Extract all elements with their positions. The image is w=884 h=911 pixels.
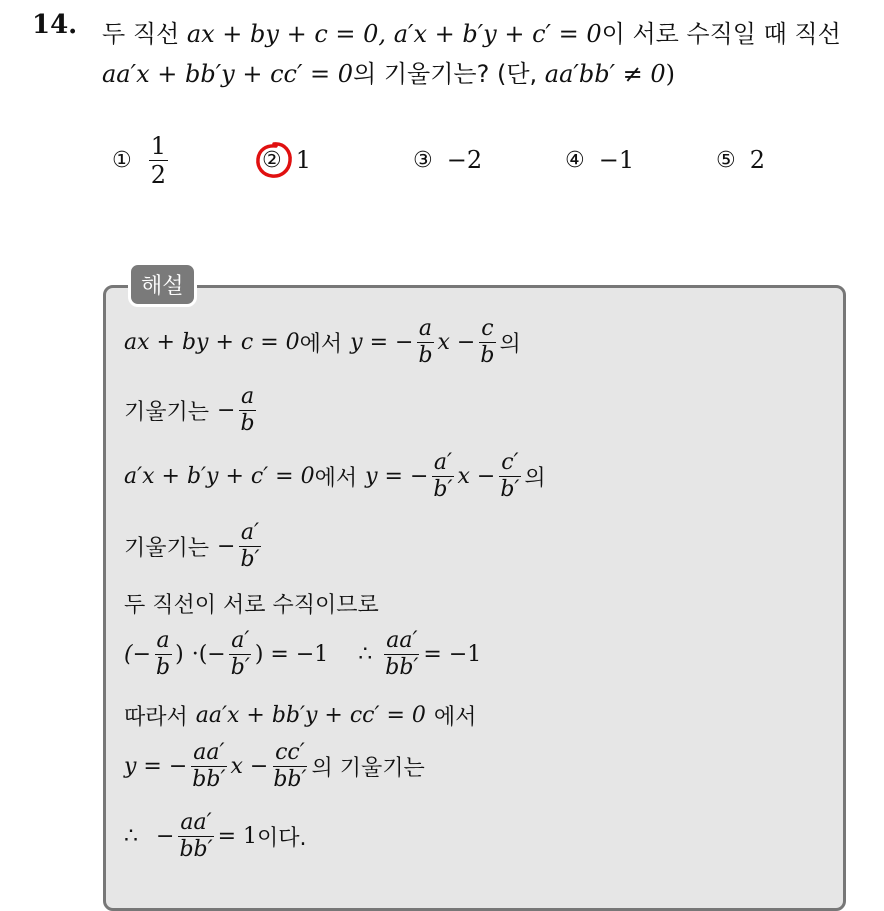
solution-tag: 해설 <box>128 262 197 307</box>
sol-fraction <box>416 318 434 367</box>
frac-num: aa′ <box>180 810 212 835</box>
sol-fraction <box>229 630 252 679</box>
frac-num: aa′ <box>193 740 225 765</box>
q-eq2: a′x + b′y + c′ = 0 <box>393 20 602 48</box>
q-suffix: 이 서로 수직일 때 직선 <box>601 20 841 48</box>
question-line-2 <box>102 54 675 89</box>
therefore-icon: ∴ <box>124 824 138 849</box>
sol-y: y = − <box>124 754 188 779</box>
question-number: 14. <box>32 10 78 40</box>
sol-equals: = 1 <box>217 824 258 849</box>
frac-num: a <box>240 384 255 409</box>
sol-fraction <box>383 630 420 679</box>
sol-y: y = − <box>350 330 414 355</box>
solution-line-3 <box>124 452 546 501</box>
choice-1[interactable] <box>112 134 171 187</box>
q-cond: aa′bb′ ≠ 0 <box>544 60 666 88</box>
sol-end: 의 기울기는 <box>311 756 425 781</box>
therefore-icon: ∴ <box>358 642 373 667</box>
choice-5-value: 2 <box>749 146 766 174</box>
sol-end: 에서 <box>433 705 477 730</box>
solution-line-6 <box>124 630 481 679</box>
choice-1-num: 1 <box>150 132 167 160</box>
solution-line-1 <box>124 318 521 367</box>
q-text2: 의 기울기는? (단, <box>353 60 538 88</box>
sol-y: y = − <box>365 464 429 489</box>
selection-circle-icon <box>254 140 294 180</box>
sol-paren: (− <box>124 642 152 667</box>
frac-num: a′ <box>240 520 260 545</box>
sol-eq: ax + by + c = 0 <box>124 330 300 355</box>
sol-equals: = −1 <box>423 642 482 667</box>
sol-minus: − <box>156 824 175 849</box>
choice-2-mark <box>262 148 282 173</box>
sol-text: 에서 <box>314 466 358 491</box>
sol-fraction <box>431 452 454 501</box>
choice-4[interactable] <box>565 146 634 174</box>
sol-dot: ·(− <box>191 642 226 667</box>
frac-den: b <box>418 343 433 368</box>
frac-num: a <box>156 628 170 653</box>
solution-line-5 <box>124 588 379 619</box>
sol-text: 기울기는 <box>124 400 210 425</box>
sol-fraction <box>190 742 227 791</box>
frac-den: bb′ <box>179 837 213 862</box>
sol-mid: x − <box>230 754 269 779</box>
solution-line-9 <box>124 812 307 861</box>
q-eq3: aa′x + bb′y + cc′ = 0 <box>102 60 354 88</box>
sol-fraction <box>238 522 261 571</box>
q-end: ) <box>665 60 676 88</box>
sol-minus: − <box>217 398 236 423</box>
solution-line-7 <box>124 700 476 731</box>
sol-fraction <box>238 386 256 435</box>
q-prefix: 두 직선 <box>102 20 180 48</box>
frac-num: a′ <box>433 450 453 475</box>
sol-equals: ) = −1 <box>254 642 329 667</box>
frac-den: bb′ <box>385 655 419 680</box>
choice-1-mark: ① <box>112 148 132 173</box>
sol-fraction <box>478 318 496 367</box>
question-line-1 <box>102 14 841 49</box>
choice-4-value: −1 <box>598 146 635 174</box>
sol-fraction <box>498 452 521 501</box>
sol-eq: a′x + b′y + c′ = 0 <box>124 464 315 489</box>
sol-fraction <box>177 812 214 861</box>
choice-1-fraction <box>149 134 168 187</box>
choice-5-mark: ⑤ <box>716 147 736 173</box>
sol-end: 의 <box>524 466 546 491</box>
choice-2-mark-text: ② <box>262 147 282 173</box>
choice-5[interactable] <box>716 146 765 174</box>
choice-1-den: 2 <box>150 161 167 189</box>
solution-line-2 <box>124 386 260 435</box>
frac-den: b <box>240 411 255 436</box>
frac-num: a <box>418 316 433 341</box>
sol-paren: ) <box>175 642 184 667</box>
sol-text: 따라서 <box>124 705 188 730</box>
frac-den: bb′ <box>192 767 226 792</box>
frac-num: aa′ <box>386 628 418 653</box>
sol-mid: x − <box>437 330 476 355</box>
choice-4-mark: ④ <box>565 147 585 173</box>
sol-text: 이다. <box>257 826 307 851</box>
frac-num: cc′ <box>275 740 305 765</box>
solution-line-8 <box>124 742 425 791</box>
frac-num: c′ <box>501 450 519 475</box>
sol-text: 기울기는 <box>124 536 210 561</box>
frac-den: b <box>156 655 171 680</box>
sol-text: 에서 <box>299 332 343 357</box>
sol-text: 두 직선이 서로 수직이므로 <box>124 593 379 618</box>
frac-num: c <box>481 316 494 341</box>
sol-mid: x − <box>457 464 496 489</box>
choice-3[interactable] <box>413 146 482 174</box>
sol-fraction <box>154 630 172 679</box>
sol-minus: − <box>217 534 236 559</box>
frac-den: bb′ <box>273 767 307 792</box>
sol-fraction <box>271 742 308 791</box>
choice-3-mark: ③ <box>413 147 433 173</box>
frac-den: b′ <box>500 477 520 502</box>
frac-den: b′ <box>433 477 453 502</box>
frac-den: b′ <box>240 547 260 572</box>
sol-end: 의 <box>499 332 521 357</box>
sol-eq: aa′x + bb′y + cc′ = 0 <box>195 703 426 728</box>
q-eq1: ax + by + c = 0, <box>186 20 387 48</box>
frac-den: b <box>480 343 495 368</box>
frac-num: a′ <box>231 628 250 653</box>
choice-2-value: 1 <box>295 146 312 174</box>
solution-line-4 <box>124 522 265 571</box>
choice-2[interactable] <box>262 146 311 174</box>
choice-3-value: −2 <box>446 146 483 174</box>
frac-den: b′ <box>230 655 250 680</box>
